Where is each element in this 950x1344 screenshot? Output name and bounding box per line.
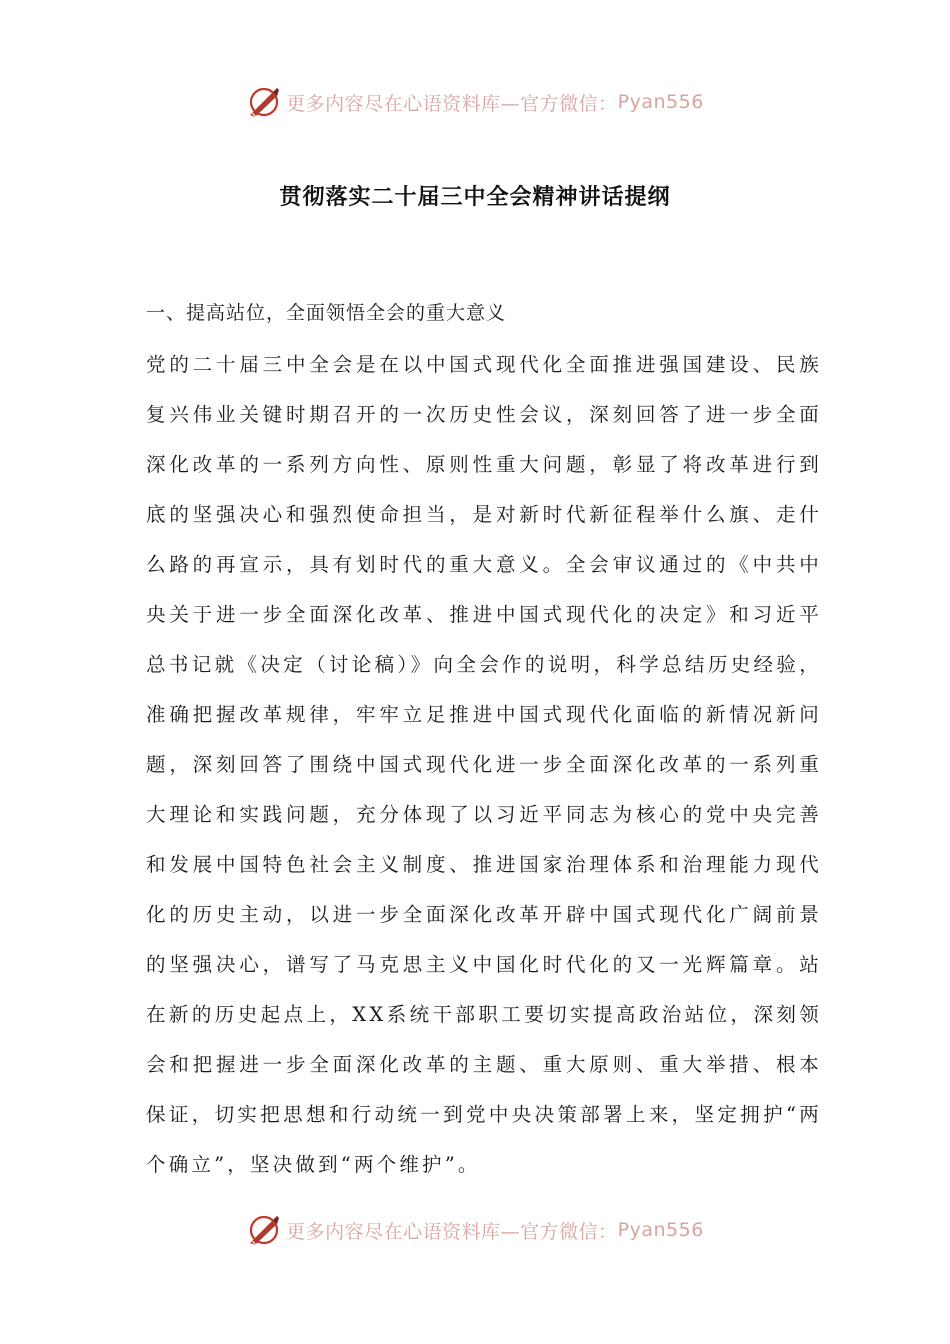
body-paragraph: 党的二十届三中全会是在以中国式现代化全面推进强国建设、民族复兴伟业关键时期召开的一次历史性会议，深刻回答了进一步全面深化改革的一系列方向性、原则性重大问题，彰显了将改革进行到底的坚强决心和强烈使命担当，是对新时代新征程举什么旗、走什么路的再宣示，具有划时代的重大意义。全会审议通过的《中共中央关于进一步全面深化改革、推进中国式现代化的决定》和习近平总书记就《决定（讨论稿）》向全会作的说明，科学总结历史经验，准确把握改革规律，牢牢立足推进中国式现代化面临的新情况新问题，深刻回答了围绕中国式现代化进一步全面深化改革的一系列重大理论和实践问题，充分体现了以习近平同志为核心的党中央完善和发展中国特色社会主义制度、推进国家治理体系和治理能力现代化的历史主动，以进一步全面深化改革开辟中国式现代化广阔前景的坚强决心，谱写了马克思主义中国化时代化的又一光辉篇章。站在新的历史起点上，XX系统干部职工要切实提高政治站位，深刻领会和把握进一步全面深化改革的主题、重大原则、重大举措、根本保证，切实把思想和行动统一到党中央决策部署上来，坚定拥护“两个确立”，坚决做到“两个维护”。 <box>146 353 822 1176</box>
watermark-wechat-id: Pyan556 <box>617 1219 704 1241</box>
watermark-text: 更多内容尽在心语资料库—官方微信： <box>286 1220 618 1243</box>
watermark-wechat-id: Pyan556 <box>617 91 704 113</box>
section-heading: 一、提高站位，全面领悟全会的重大意义 <box>146 302 507 324</box>
watermark-footer <box>0 1208 950 1252</box>
pen-in-circle-logo <box>246 84 282 120</box>
pen-in-circle-logo <box>246 1212 282 1248</box>
watermark-header <box>0 80 950 124</box>
watermark-text: 更多内容尽在心语资料库—官方微信： <box>286 92 618 115</box>
page-title: 贯彻落实二十届三中全会精神讲话提纲 <box>279 185 671 210</box>
